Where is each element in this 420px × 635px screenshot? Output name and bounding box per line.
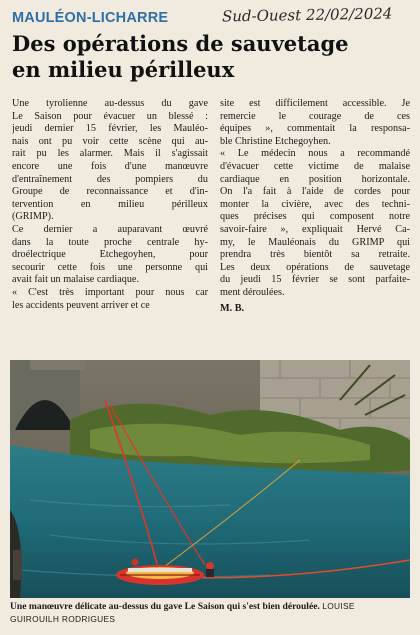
article-line: cardiaque en position horizontale.: [220, 173, 410, 185]
article-line: « Le médecin nous a recommandé: [220, 148, 410, 160]
article-line: site est difficilement accessible. Je: [220, 98, 410, 109]
article-line: du jeudi 15 février se sont parfaite-: [220, 274, 410, 286]
headline: [12, 31, 412, 83]
article-line: encore une fois d'une manœuvre: [12, 160, 208, 172]
article-line: monter la civière, avec des techni-: [220, 198, 410, 210]
article-line: Ce dernier a auparavant œuvré: [12, 223, 208, 235]
article-line: Le Saison pour évacuer un blessé :: [12, 110, 208, 122]
article-line: droélectrique Etchegoyhen, pour: [12, 249, 208, 261]
article-line: jeudi dernier 15 février, les Mauléo-: [12, 123, 208, 135]
article-line: Les deux opérations de sauvetage: [220, 261, 410, 273]
article-column-right: [220, 98, 410, 315]
article-line: (GRIMP).: [12, 211, 54, 223]
article-line: les accidents peuvent arriver et ce: [12, 299, 150, 311]
photo-credit-line2: GUIROUILH RODRIGUES: [10, 614, 116, 624]
article-line: Une tyrolienne au-dessus du gave: [12, 98, 208, 109]
article-line: équipes », commentait la responsa-: [220, 123, 410, 135]
article-column-left: [12, 98, 208, 312]
article-line: prendra très bientôt sa retraite.: [220, 249, 410, 261]
article-line: d'évacuer cette victime de malaise: [220, 160, 410, 172]
article-line: remercie le courage de ces: [220, 110, 410, 122]
article-line: secourir cette fois une personne qui: [12, 261, 208, 273]
article-line: Groupe de reconnaissance et d'in-: [12, 186, 208, 198]
author-signature: M. B.: [220, 302, 245, 314]
caption-text: Une manœuvre délicate au-dessus du gave Le Saison qui s'est bien déroulée.: [10, 601, 320, 612]
article-line: On l'a fait à l'aide de cordes pour: [220, 186, 410, 198]
rescue-stretcher: [116, 565, 204, 585]
photo-credit-line1: LOUISE: [322, 601, 355, 611]
handwritten-date: Sud-Ouest 22/02/2024: [221, 4, 393, 26]
photo-caption: [10, 600, 412, 626]
article-line: dans la toute proche centrale hy-: [12, 236, 208, 248]
article-line: savoir-faire », expliquait Hervé Ca-: [220, 223, 410, 235]
article-line: ment déroulées.: [220, 286, 285, 298]
article-line: ble Christine Etchegoyhen.: [220, 135, 331, 147]
headline-line-1: Des opérations de sauvetage: [12, 31, 349, 56]
headline-line-2: en milieu périlleux: [12, 57, 235, 82]
article-photo: [10, 360, 410, 598]
article-line: my, le Mauléonais du GRIMP qui: [220, 236, 410, 248]
article-line: avait fait un malaise cardiaque.: [12, 274, 140, 286]
article-line: d'entraînement des pompiers du: [12, 173, 208, 185]
article-line: ques précises qui composent notre: [220, 211, 410, 223]
article-line: rait pu les alarmer. Mais il s'agissait: [12, 148, 208, 160]
article-line: nais ont pu voir cette scène qui au-: [12, 135, 208, 147]
article-line: « C'est très important pour nous car: [12, 286, 208, 298]
town-kicker: MAULÉON-LICHARRE: [12, 10, 169, 26]
article-line: tervention en milieu périlleux: [12, 198, 208, 210]
